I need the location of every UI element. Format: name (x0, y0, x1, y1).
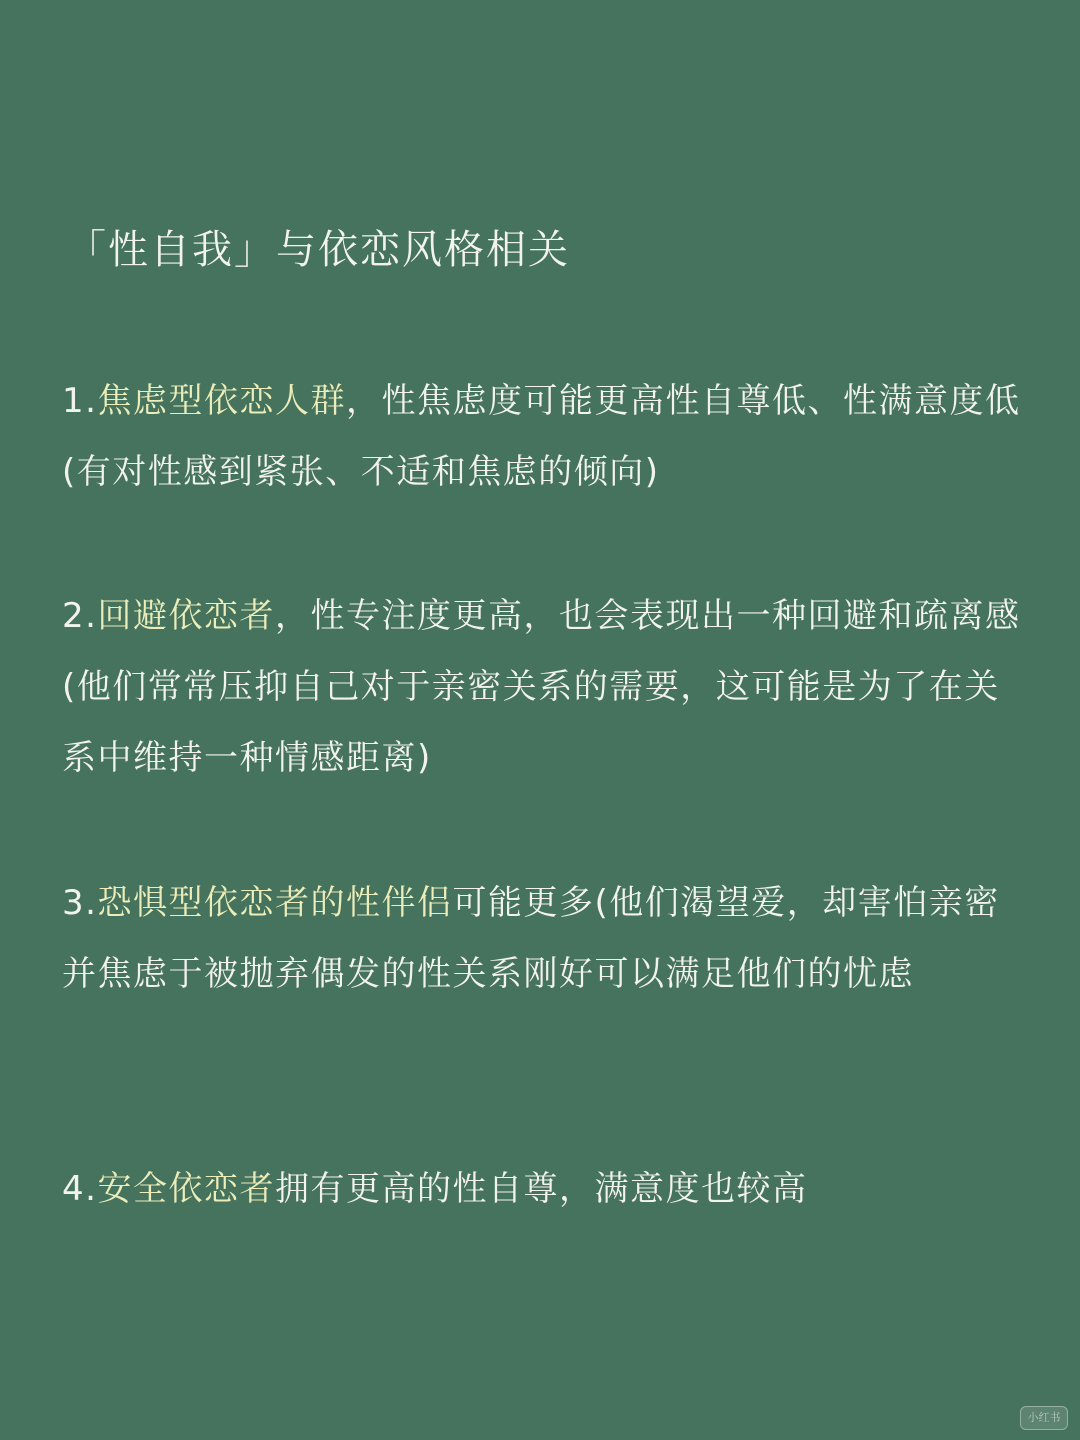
item-text: 可能更多(他们渴望爱，却害怕亲密并焦虑于被抛弃偶发的性关系刚好可以满足他们的忧虑 (62, 883, 1000, 994)
item-number: 4. (62, 1169, 98, 1209)
page-title: 「性自我」与依恋风格相关 (66, 227, 570, 273)
item-highlight: 回避依恋者 (97, 596, 275, 636)
list-item (62, 1154, 1022, 1225)
item-text: ，性专注度更高，也会表现出一种回避和疏离感(他们常常压抑自己对于亲密关系的需要，这可能是为了在关系中维持一种情感距离) (62, 596, 1021, 778)
item-number: 2. (62, 596, 98, 636)
list-item (62, 366, 1022, 508)
list-item (62, 868, 1022, 1010)
item-text: ，性焦虑度可能更高性自尊低、性满意度低(有对性感到紧张、不适和焦虑的倾向) (62, 381, 1021, 492)
item-text: 拥有更高的性自尊，满意度也较高 (274, 1169, 808, 1209)
list-item (62, 581, 1022, 794)
item-highlight: 焦虑型依恋人群 (97, 381, 346, 421)
watermark-logo: 小红书 (1020, 1406, 1068, 1430)
item-number: 1. (62, 381, 98, 421)
item-highlight: 恐惧型依恋者的性伴侣 (97, 883, 453, 923)
item-highlight: 安全依恋者 (97, 1169, 275, 1209)
item-number: 3. (62, 883, 98, 923)
